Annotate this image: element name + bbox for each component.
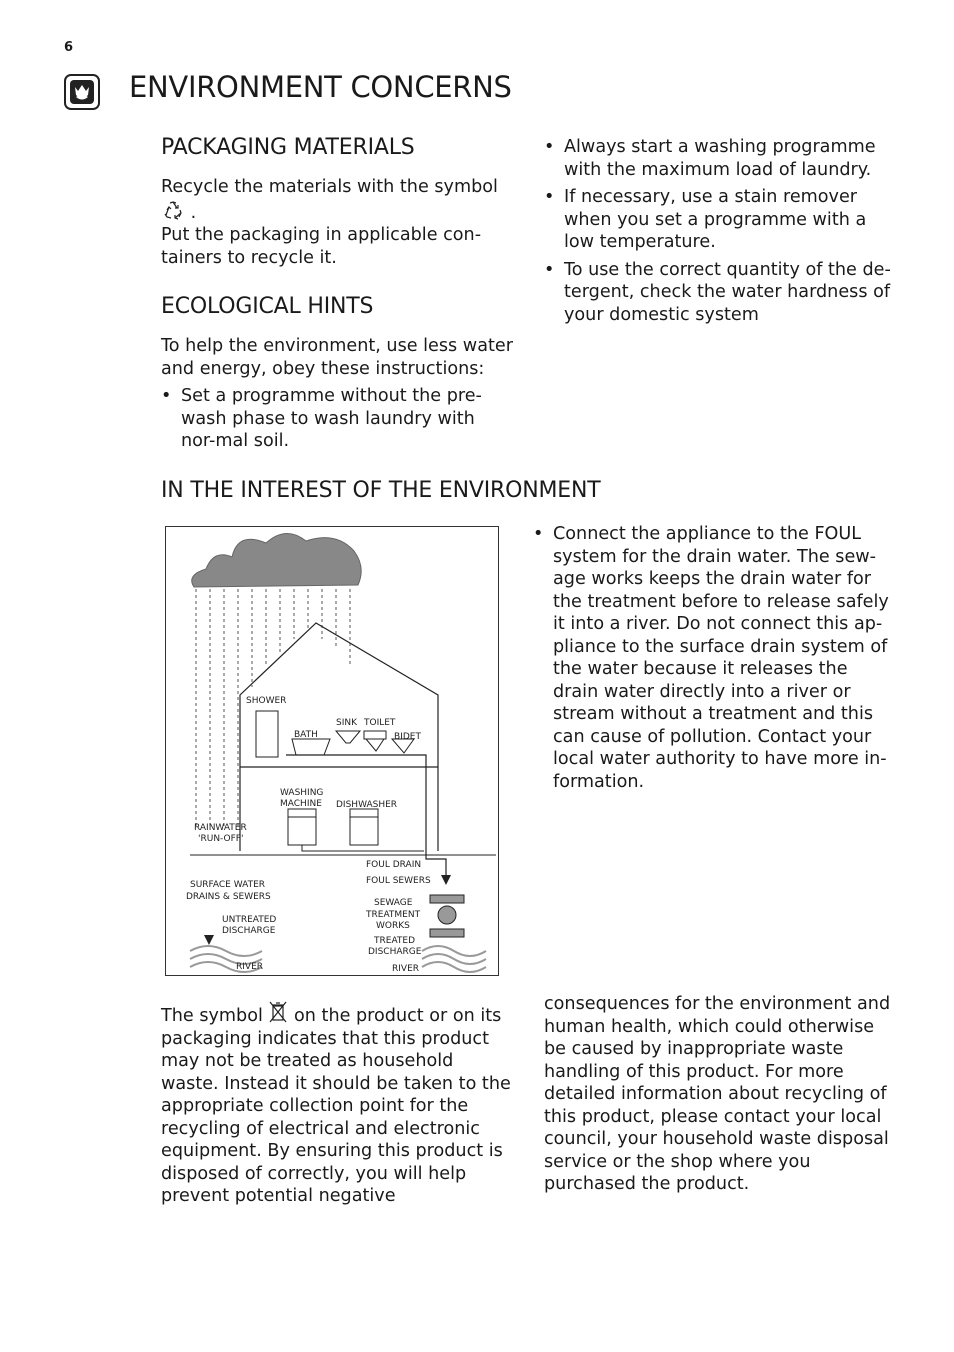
label-river-right: RIVER (392, 964, 420, 974)
weee-right-text: consequences for the environment and human health, which could otherwise be caused by inappropriate waste handling of this product. For more detailed information about recycling of this product, please contact your local council, your household waste disposal service or the shop where you purchased the product. (544, 994, 891, 1194)
label-sink: SINK (336, 718, 358, 728)
ecological-intro: To help the environment, use less water and energy, obey these instructions: (161, 336, 513, 379)
label-bath: BATH (294, 730, 318, 740)
packaging-line2: Put the packaging in applicable con-tainers to recycle it. (161, 225, 482, 268)
label-surface-water: SURFACE WATER (190, 880, 266, 890)
label-rainwater: RAINWATER (194, 823, 247, 833)
label-foul-drain: FOUL DRAIN (366, 860, 422, 870)
label-drains-sewers: DRAINS & SEWERS (186, 892, 271, 902)
label-toilet: TOILET (364, 718, 396, 728)
environment-icon (64, 74, 100, 110)
packaging-line1: Recycle the materials with the symbol (161, 177, 498, 197)
label-shower: SHOWER (246, 696, 287, 706)
cloud-shape (192, 533, 361, 587)
ecological-list-left (161, 385, 513, 458)
ecological-list-right (544, 136, 896, 331)
label-runoff: 'RUN-OFF' (198, 834, 244, 844)
packaging-line1-tail: . (185, 202, 197, 223)
label-foul-sewers: FOUL SEWERS (366, 876, 431, 886)
label-works: WORKS (376, 921, 410, 931)
label-dishwasher: DISHWASHER (336, 800, 398, 810)
list-item: • To use the correct quantity of the de-tergent, check the water hardness of your domestic system (544, 259, 896, 327)
label-untreated: UNTREATED (222, 915, 277, 925)
weee-left-text (161, 1000, 513, 1208)
label-treatment: TREATMENT (366, 910, 421, 920)
interest-list (533, 523, 891, 798)
weee-left-body: on the product or on its packaging indicates that this product may not be treated as household waste. Instead it should be taken to the appropriate collection point for the recycling of electrical and electronic equipment. By ensuring this product is disposed of correctly, you will help prevent potential negative (161, 1006, 511, 1206)
label-washing: WASHING (280, 788, 324, 798)
page-number: 6 (64, 40, 74, 55)
label-bidet: BIDET (394, 732, 421, 742)
list-item: • If necessary, use a stain remover when you set a programme with a low temperature. (544, 186, 896, 254)
label-sewage: SEWAGE (374, 898, 413, 908)
label-discharge-treated: DISCHARGE (368, 947, 422, 957)
packaging-heading: PACKAGING MATERIALS (161, 135, 415, 160)
crossed-bin-icon (268, 1006, 288, 1026)
recycle-icon (161, 203, 185, 223)
interest-heading: IN THE INTEREST OF THE ENVIRONMENT (161, 478, 601, 503)
label-river-left: RIVER (236, 962, 264, 972)
label-treated: TREATED (374, 936, 416, 946)
drainage-diagram (165, 526, 499, 976)
packaging-text (161, 176, 501, 269)
ecological-heading: ECOLOGICAL HINTS (161, 294, 374, 319)
label-machine: MACHINE (280, 799, 322, 809)
list-item: • Connect the appliance to the FOUL system for the drain water. The sew-age works keeps the drain water for the treatment before to release safely it into a river. Do not connect this ap-pliance to the surface drain system of the water because it releases the drain water directly into a river or stream without a treatment and this can cause of pollution. Contact your local water authority to have more in-formation. (533, 523, 891, 793)
list-item: • Set a programme without the pre-wash phase to wash laundry with nor-mal soil. (161, 385, 513, 453)
label-discharge: DISCHARGE (222, 926, 276, 936)
list-item: • Always start a washing programme with the maximum load of laundry. (544, 136, 896, 181)
weee-prefix: The symbol (161, 1006, 263, 1026)
page-title: ENVIRONMENT CONCERNS (129, 70, 512, 104)
